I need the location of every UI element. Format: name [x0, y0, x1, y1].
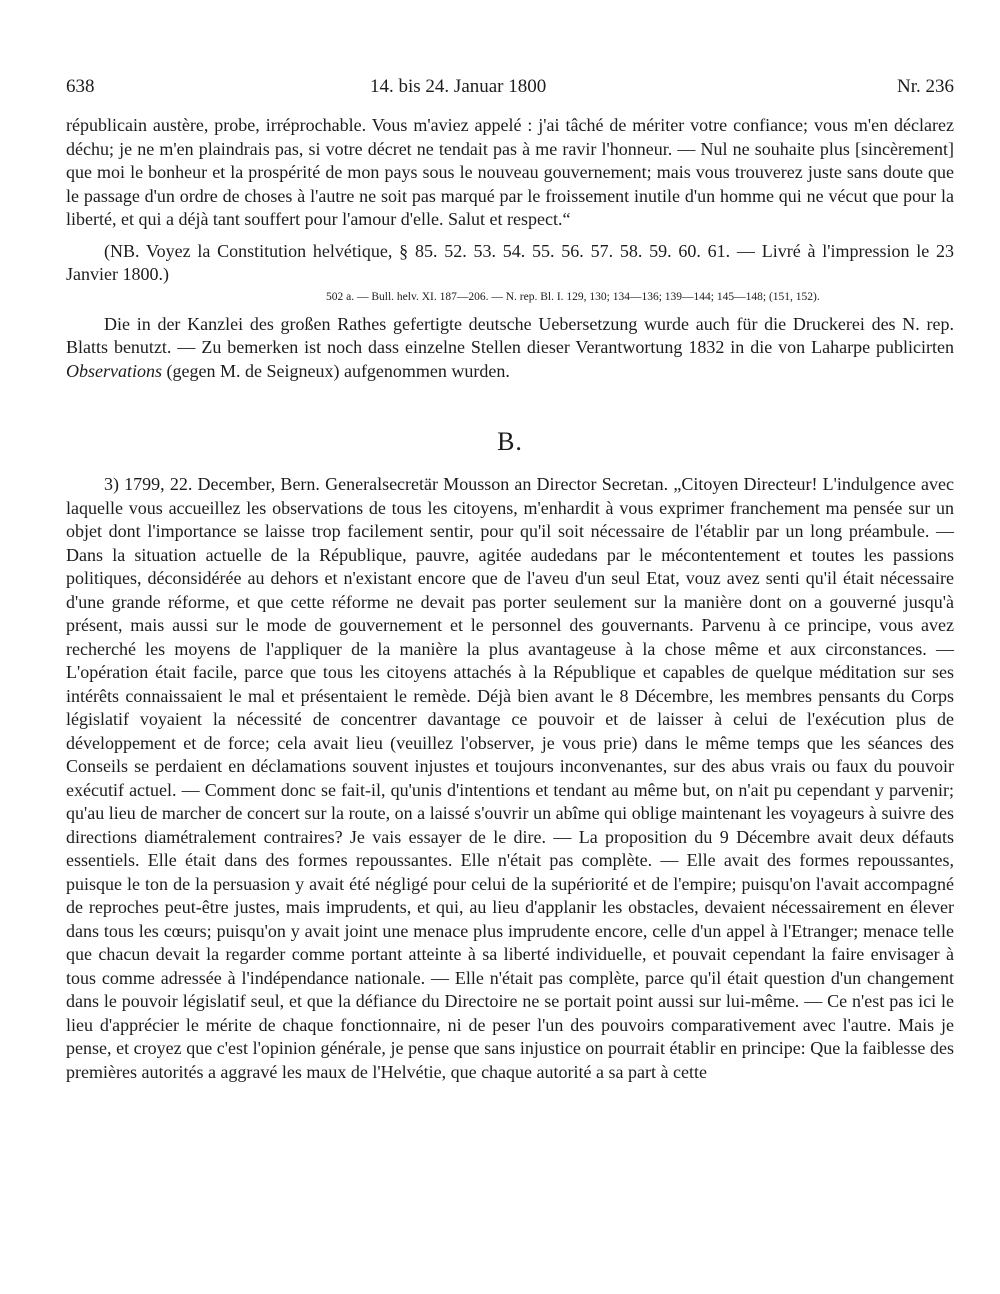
- observations-title: Observations: [66, 360, 162, 381]
- paragraph-mousson-letter: 3) 1799, 22. December, Bern. Generalsecretär Mousson an Director Secretan. „Citoyen Directeur! L'indulgence avec laquelle vous accueillez les observations de tous les citoyens, m'enhardit à vous exprimer franchement ma pensée sur un objet dont l'importance se laisse trop facilement sentir, pour qu'il soit nécessaire de l'établir par un long préambule. — Dans la situation actuelle de la République, pauvre, agitée audedans par le mécontentement et toutes les passions politiques, déconsidérée au dehors et n'existant encore que de l'aveu d'un seul Etat, vouz avez senti qu'il était nécessaire d'une grande réforme, et que cette réforme ne devait pas porter seulement sur la manière dont on a gouverné jusqu'à présent, mais aussi sur le mode de gouvernement et le personnel des gouvernants. Parvenu à ce principe, vous avez recherché les moyens de l'appliquer de la manière la plus avantageuse à la chose même et aux circonstances. — L'opération était facile, parce que tous les citoyens attachés à la République et capables de quelque méditation sur ses intérêts connaissaient le mal et présentaient le remède. Déjà bien avant le 8 Décembre, les membres pensants du Corps législatif voyaient la nécessité de concentrer davantage ce pouvoir et de laisser à celui de l'exécution plus de développement et de force; cela avait lieu (veuillez l'observer, je vous prie) dans le même temps que les séances des Conseils se perdaient en déclamations souvent injustes et toujours inconvenantes, sur des abus vrais ou faux du pouvoir exécutif actuel. — Comment donc se fait-il, qu'unis d'intentions et tendant au même but, on n'ait pu cependant y parvenir; qu'au lieu de marcher de concert sur la route, on a laissé s'ouvrir un abîme qui oblige maintenant les voyageurs à suivre des directions diamétralement contraires? Je vais essayer de le dire. — La proposition du 9 Décembre avait deux défauts essentiels. Elle était dans des formes repoussantes. Elle n'était pas complète. — Elle avait des formes repoussantes, puisque le ton de la persuasion y avait été négligé pour celui de la supériorité et de l'empire; puisqu'on l'avait accompagné de reproches peut-être justes, mais imprudents, et qui, au lieu d'applanir les obstacles, devaient nécessairement en élever dans tous les cœurs; puisqu'on y avait joint une menace plus imprudente encore, celle d'un appel à l'Etranger; menace telle que chacun devait la regarder comme portant atteinte à sa liberté individuelle, et pouvait cependant la faire envisager à tous comme adressée à l'indépendance nationale. — Elle n'était pas complète, parce qu'il était question d'un changement dans le pouvoir législatif seul, et que la défiance du Directoire ne se portait point aussi sur lui-même. — Ce n'est pas ici le lieu d'apprécier le mérite de chaque fonctionnaire, ni de peser l'un des pouvoirs comparativement avec l'autre. Mais je pense, et croyez que c'est l'opinion générale, je pense que sans injustice on pourrait établir en principe: Que la faiblesse des premières autorités a aggravé les maux de l'Helvétie, que chaque autorité a sa part à cette: [66, 474, 954, 1082]
- translation-note-text: Die in der Kanzlei des großen Rathes gefertigte deutsche Uebersetzung wurde auch für die Druckerei des N. rep. Blatts benutzt. — Zu bemerken ist noch dass einzelne Stellen dieser Verantwortung 1832 in die von Laharpe publicirten: [66, 313, 954, 357]
- page-number: 638: [66, 76, 95, 97]
- page-body: [66, 114, 954, 1084]
- translation-note-text-end: (gegen M. de Seigneux) aufgenommen wurden.: [162, 360, 510, 381]
- paragraph-translation-note: [66, 313, 954, 384]
- running-head-date: 14. bis 24. Januar 1800: [370, 76, 547, 97]
- page-header: [66, 76, 954, 102]
- document-number: Nr. 236: [897, 76, 954, 97]
- paragraph-letter-ending: républicain austère, probe, irréprochable. Vous m'aviez appelé : j'ai tâché de mériter votre confiance; vous m'en déclarez déchu; je ne m'en plaindrais pas, si votre décret ne tendait pas à me ravir l'honneur. — Nul ne souhaite plus [sincèrement] que moi le bonheur et la prospérité de mon pays sous le nouveau gouvernement; mais vous trouverez juste sans doute que le passage d'un ordre de choses à l'autre ne soit pas marqué par le froissement inutile d'un homme qui ne vécut que pour la liberté, et qui a déjà tant souffert pour l'amour d'elle. Salut et respect.“: [66, 115, 954, 229]
- source-reference: 502 a. — Bull. helv. XI. 187—206. — N. rep. Bl. I. 129, 130; 134—136; 139—144; 145—148; (151, 152).: [326, 290, 820, 303]
- section-heading: B.: [497, 427, 523, 456]
- paragraph-note: (NB. Voyez la Constitution helvétique, § 85. 52. 53. 54. 55. 56. 57. 58. 59. 60. 61. — Livré à l'impression le 23 Janvier 1800.): [66, 240, 954, 284]
